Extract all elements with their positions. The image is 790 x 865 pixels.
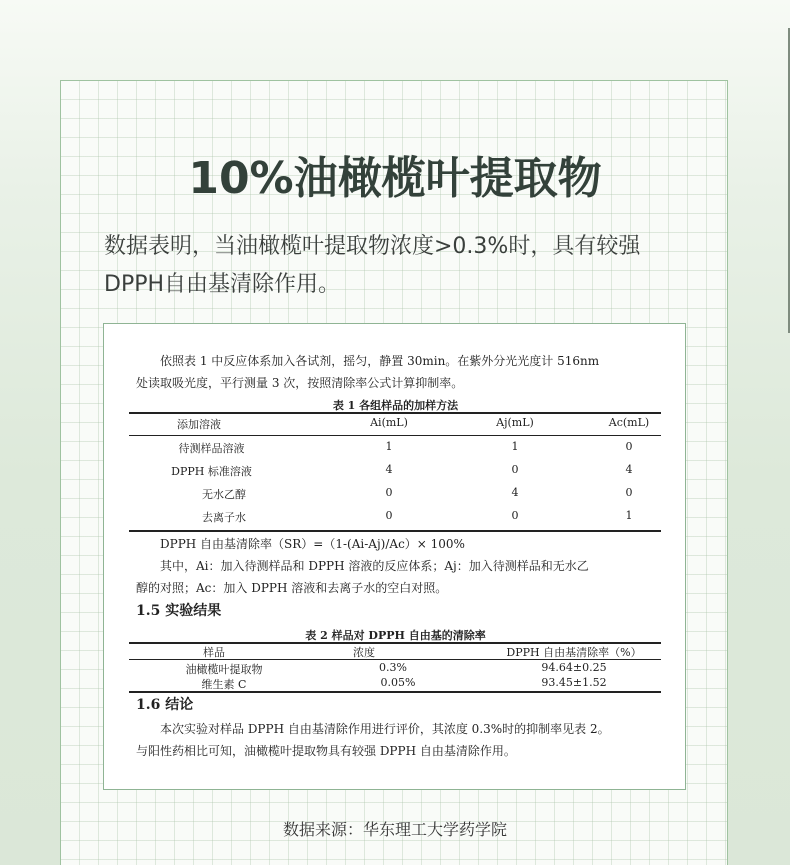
table-cell: 1 <box>385 440 393 453</box>
conclusion-paragraph <box>136 718 666 762</box>
table1-caption: 表 1 各组样品的加样方法 <box>332 399 459 412</box>
table2-header: 浓度 <box>353 646 375 659</box>
definition-line-2: 醇的对照；Ac：加入 DPPH 溶液和去离子水的空白对照。 <box>136 581 448 595</box>
table1-mid-rule <box>129 435 661 436</box>
conclusion-line-2: 与阳性药相比可知，油橄榄叶提取物具有较强 DPPH 自由基清除作用。 <box>136 744 516 758</box>
formula: DPPH 自由基清除率（SR）=（1-(Ai-Aj)/Ac）× 100% <box>160 537 465 551</box>
table1-header: 添加溶液 <box>177 418 221 431</box>
table-cell: 0.3% <box>379 661 407 674</box>
table-cell: 94.64±0.25 <box>541 661 607 674</box>
table-cell: 0.05% <box>380 676 416 689</box>
page-title: 10%油橄榄叶提取物 <box>188 153 602 204</box>
table1-header: Ai(mL) <box>370 416 408 429</box>
table-cell: 0 <box>511 509 519 522</box>
table2-caption: 表 2 样品对 DPPH 自由基的清除率 <box>305 629 486 642</box>
intro-text <box>104 228 704 304</box>
table2-header: DPPH 自由基清除率（%） <box>506 646 642 659</box>
table-row-label: 去离子水 <box>202 511 246 524</box>
section-heading-conclusion: 1.6 结论 <box>136 697 194 713</box>
table1-header: Ac(mL) <box>608 416 650 429</box>
table2-mid-rule <box>129 659 661 660</box>
intro-line-1: 数据表明，当油橄榄叶提取物浓度>0.3%时，具有较强 <box>104 234 641 259</box>
conclusion-line-1: 本次实验对样品 DPPH 自由基清除作用进行评价，其浓度 0.3%时的抑制率见表 2。 <box>160 722 610 736</box>
table-cell: 0 <box>385 509 393 522</box>
table-cell: 4 <box>625 463 633 476</box>
table-row-label: 油橄榄叶提取物 <box>185 663 263 676</box>
section-heading-results: 1.5 实验结果 <box>136 603 222 619</box>
method-line-2: 处读取吸光度，平行测量 3 次，按照清除率公式计算抑制率。 <box>136 376 464 390</box>
table2-bottom-rule <box>129 691 661 693</box>
table-cell: 4 <box>511 486 519 499</box>
definition-paragraph <box>136 555 666 599</box>
table-cell: 0 <box>385 486 393 499</box>
table-row-label: 维生素 C <box>201 678 247 691</box>
table2-header: 样品 <box>203 646 225 659</box>
method-paragraph <box>136 350 666 394</box>
table1-header: Aj(mL) <box>496 416 534 429</box>
table-row-label: 待测样品溶液 <box>178 442 245 455</box>
definition-line-1: 其中，Ai：加入待测样品和 DPPH 溶液的反应体系；Aj：加入待测样品和无水乙 <box>160 559 589 573</box>
table1-bottom-rule <box>129 530 661 532</box>
table-cell: 4 <box>385 463 393 476</box>
data-source: 数据来源：华东理工大学药学院 <box>282 820 507 839</box>
table-cell: 0 <box>625 440 633 453</box>
intro-line-2: DPPH自由基清除作用。 <box>104 272 341 297</box>
table-cell: 1 <box>625 509 633 522</box>
table-row-label: DPPH 标准溶液 <box>171 465 252 478</box>
document-excerpt <box>103 323 686 790</box>
table-cell: 93.45±1.52 <box>541 676 607 689</box>
table-cell: 0 <box>625 486 633 499</box>
table-cell: 1 <box>511 440 519 453</box>
table1-top-rule <box>129 412 661 414</box>
table-cell: 0 <box>511 463 519 476</box>
table-row-label: 无水乙醇 <box>202 488 246 501</box>
method-line-1: 依照表 1 中反应体系加入各试剂，摇匀，静置 30min。在紫外分光光度计 516nm <box>160 354 600 368</box>
